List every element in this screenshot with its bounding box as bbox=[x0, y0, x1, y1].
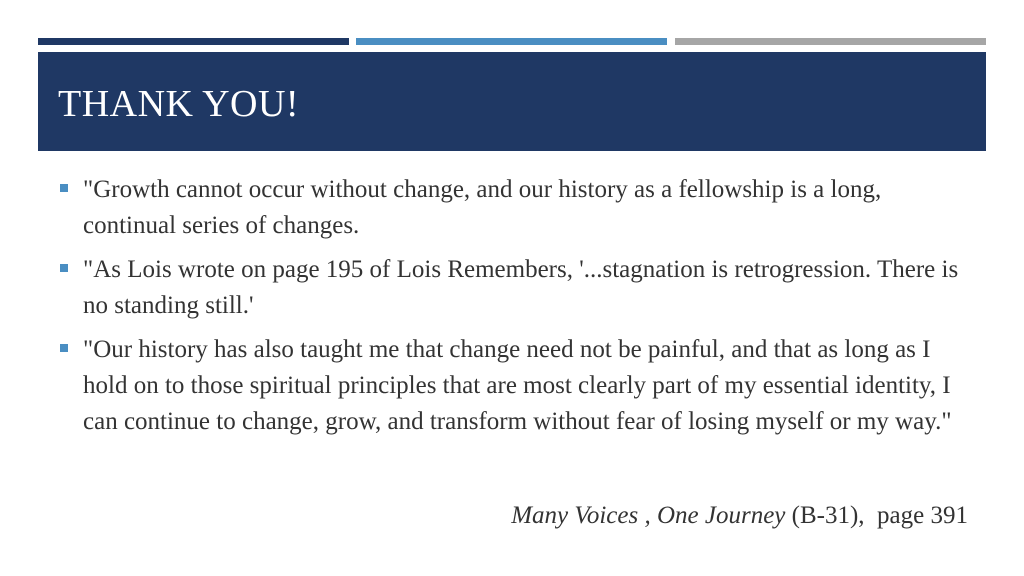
title-bar bbox=[38, 52, 986, 151]
square-bullet-icon bbox=[60, 344, 68, 352]
top-stripe-gray bbox=[675, 38, 986, 45]
citation bbox=[511, 498, 968, 534]
square-bullet-icon bbox=[60, 184, 68, 192]
citation-details: (B-31), page 391 bbox=[785, 502, 968, 529]
top-stripe-dark-blue bbox=[38, 38, 349, 45]
bullet-text: "Growth cannot occur without change, and our history as a fellowship is a long, continual series of changes. bbox=[83, 176, 882, 239]
bullet-item bbox=[56, 172, 970, 244]
slide-title: THANK YOU! bbox=[58, 83, 300, 125]
square-bullet-icon bbox=[60, 264, 68, 272]
bullet-list bbox=[56, 172, 970, 440]
bullet-text: "Our history has also taught me that change need not be painful, and that as long as I hold on to those spiritual principles that are most clearly part of my essential identity, I can continue to change, grow, and transform without fear of losing myself or my way." bbox=[83, 336, 952, 435]
citation-book-title: Many Voices , One Journey bbox=[511, 502, 786, 529]
bullet-item bbox=[56, 252, 970, 324]
top-stripe-light-blue bbox=[356, 38, 667, 45]
bullet-item bbox=[56, 332, 970, 440]
slide-content bbox=[56, 172, 970, 448]
bullet-text: "As Lois wrote on page 195 of Lois Remembers, '...stagnation is retrogression. There is no standing still.' bbox=[83, 256, 959, 319]
